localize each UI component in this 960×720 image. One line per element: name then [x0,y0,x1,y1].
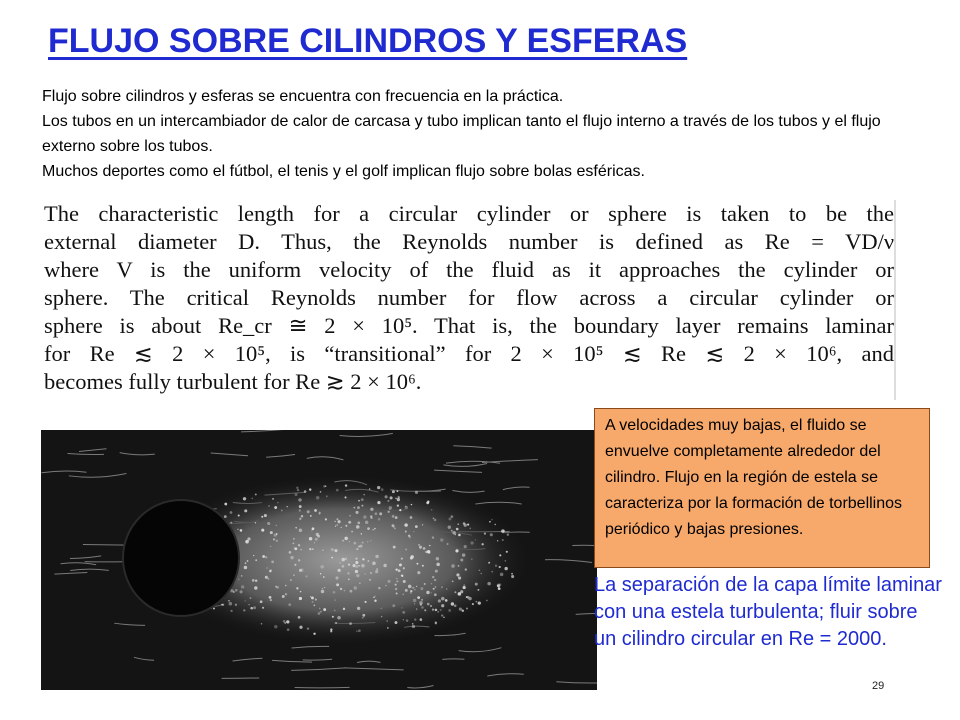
intro-line-3: Muchos deportes como el fútbol, el tenis y el golf implican flujo sobre bolas esféricas. [42,163,645,180]
excerpt-line: The characteristic length for a circular cylinder or sphere is taken to be the [44,201,894,226]
excerpt-line: sphere. The critical Reynolds number for flow across a circular cylinder or [44,285,894,310]
excerpt-line: external diameter D. Thus, the Reynolds number is defined as Re = VD/ν [44,229,894,254]
textbook-excerpt [44,200,896,400]
flow-visualization-photo [41,430,597,690]
intro-line-2: Los tubos en un intercambiador de calor de carcasa y tubo implican tanto el flujo interno a través de los tubos y el flujo externo sobre los tubos. [42,113,881,155]
excerpt-line: for Re ≲ 2 × 10⁵, is “transitional” for 2 × 10⁵ ≲ Re ≲ 2 × 10⁶, and [44,341,894,366]
cylinder-shape [123,500,239,616]
excerpt-line: sphere is about Re_cr ≅ 2 × 10⁵. That is, the boundary layer remains laminar [44,313,894,338]
explanation-callout: A velocidades muy bajas, el fluido se envuelve completamente alrededor del cilindro. Flujo en la región de estela se caracteriza por la formación de torbellinos periódico y bajas presiones. [594,408,930,568]
intro-line-1: Flujo sobre cilindros y esferas se encuentra con frecuencia en la práctica. [42,88,564,105]
slide-title: FLUJO SOBRE CILINDROS Y ESFERAS [48,22,688,60]
flow-photo-graphic [41,430,597,690]
excerpt-line: where V is the uniform velocity of the fluid as it approaches the cylinder or [44,257,894,282]
excerpt-line: becomes fully turbulent for Re ≳ 2 × 10⁶. [44,369,422,394]
photo-caption: La separación de la capa límite laminar con una estela turbulenta; fluir sobre un cilindro circular en Re = 2000. [594,574,942,650]
intro-text [42,84,922,184]
slide-number: 29 [872,680,885,692]
